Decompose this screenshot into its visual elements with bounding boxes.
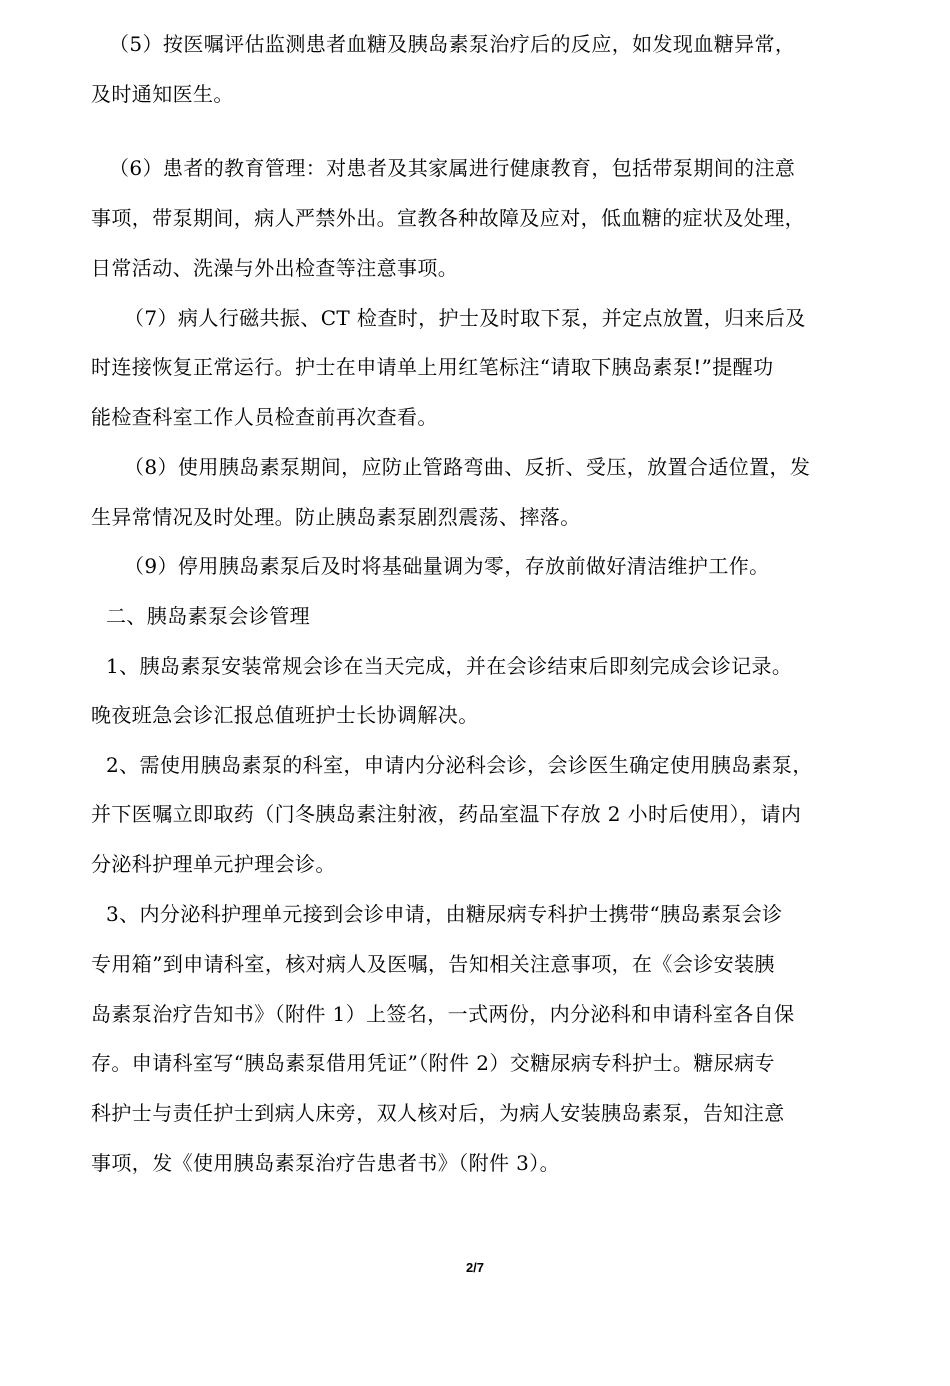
section-heading-consultation: 二、胰岛素泵会诊管理 [106, 604, 310, 628]
item-3-line-3: 岛素泵治疗告知书》（附件 1）上签名，一式两份，内分泌科和申请科室各自保 [91, 1002, 795, 1026]
paragraph-5-line-2: 及时通知医生。 [91, 82, 234, 106]
paragraph-8-line-2: 生异常情况及时处理。防止胰岛素泵剧烈震荡、摔落。 [91, 505, 581, 529]
paragraph-6-line-1: （6）患者的教育管理：对患者及其家属进行健康教育，包括带泵期间的注意 [109, 156, 796, 180]
paragraph-5-line-1: （5）按医嘱评估监测患者血糖及胰岛素泵治疗后的反应，如发现血糖异常， [109, 32, 796, 56]
item-2-line-1: 2、需使用胰岛素泵的科室，申请内分泌科会诊，会诊医生确定使用胰岛素泵， [106, 753, 813, 777]
item-3-line-2: 专用箱”到申请科室，核对病人及医嘱，告知相关注意事项，在《会诊安装胰 [91, 952, 775, 976]
paragraph-6-line-2: 事项，带泵期间，病人严禁外出。宣教各种故障及应对，低血糖的症状及处理， [91, 206, 805, 230]
paragraph-9-line-1: （9）停用胰岛素泵后及时将基础量调为零，存放前做好清洁维护工作。 [124, 554, 770, 578]
item-1-line-1: 1、胰岛素泵安装常规会诊在当天完成，并在会诊结束后即刻完成会诊记录。 [106, 654, 793, 678]
paragraph-7-line-1: （7）病人行磁共振、CT 检查时，护士及时取下泵，并定点放置，归来后及 [124, 306, 806, 330]
paragraph-7-line-2: 时连接恢复正常运行。护士在申请单上用红笔标注“请取下胰岛素泵!”提醒功 [91, 355, 774, 379]
item-2-line-2: 并下医嘱立即取药（门冬胰岛素注射液，药品室温下存放 2 小时后使用），请内 [91, 802, 802, 826]
item-3-line-1: 3、内分泌科护理单元接到会诊申请，由糖尿病专科护士携带“胰岛素泵会诊 [106, 902, 783, 926]
paragraph-7-line-3: 能检查科室工作人员检查前再次查看。 [91, 405, 438, 429]
item-2-line-3: 分泌科护理单元护理会诊。 [91, 852, 336, 876]
paragraph-8-line-1: （8）使用胰岛素泵期间，应防止管路弯曲、反折、受压，放置合适位置，发 [124, 455, 811, 479]
paragraph-6-line-3: 日常活动、洗澡与外出检查等注意事项。 [91, 256, 459, 280]
item-3-line-6: 事项，发《使用胰岛素泵治疗告患者书》（附件 3）。 [91, 1151, 561, 1175]
item-3-line-4: 存。申请科室写“胰岛素泵借用凭证”（附件 2）交糖尿病专科护士。糖尿病专 [91, 1051, 775, 1075]
item-1-line-2: 晚夜班急会诊汇报总值班护士长协调解决。 [91, 703, 479, 727]
page-number: 2/7 [465, 1260, 485, 1275]
item-3-line-5: 科护士与责任护士到病人床旁，双人核对后，为病人安装胰岛素泵，告知注意 [91, 1101, 785, 1125]
